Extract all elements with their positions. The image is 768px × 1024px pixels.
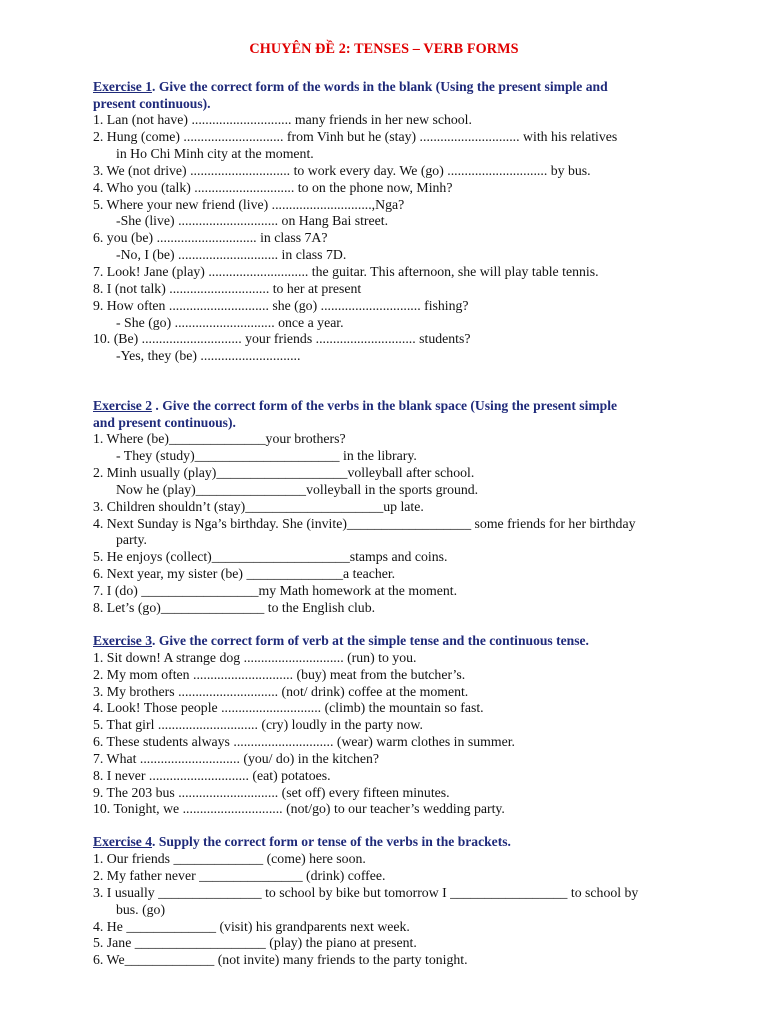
exercise-line: 6. We_____________ (not invite) many friends to the party tonight.: [93, 952, 468, 967]
exercise-line: 5. Where your new friend (live) .............................,Nga?: [93, 197, 405, 212]
exercise-line: - She (go) ............................. once a year.: [116, 315, 344, 330]
exercise-line: 1. Sit down! A strange dog ............................. (run) to you.: [93, 650, 417, 665]
exercise-1-heading: [93, 78, 703, 95]
exercise-line: 3. My brothers ............................. (not/ drink) coffee at the moment.: [93, 684, 469, 699]
exercise-2-instruction-cont: and present continuous).: [93, 415, 236, 430]
exercise-line: 7. I (do) _________________my Math homework at the moment.: [93, 583, 458, 598]
exercise-line: 1. Where (be)______________your brothers?: [93, 431, 346, 446]
exercise-4-heading: [93, 833, 703, 850]
exercise-4-instruction: . Supply the correct form or tense of the verbs in the brackets.: [152, 834, 511, 849]
exercise-line: 7. Look! Jane (play) ............................. the guitar. This afternoon, she will play table tennis.: [93, 264, 599, 279]
exercise-line: in Ho Chi Minh city at the moment.: [116, 146, 314, 161]
exercise-line: 9. The 203 bus ............................. (set off) every fifteen minutes.: [93, 785, 450, 800]
exercise-line: -She (live) ............................. on Hang Bai street.: [116, 213, 389, 228]
exercise-3-heading: [93, 632, 703, 649]
exercise-2-instruction: . Give the correct form of the verbs in the blank space (Using the present simple: [152, 398, 618, 413]
exercise-3-label: Exercise 3: [93, 633, 153, 648]
exercise-line: 2. My father never _______________ (drink) coffee.: [93, 868, 386, 883]
exercise-line: 6. you (be) ............................. in class 7A?: [93, 230, 328, 245]
exercise-line: 5. Jane ___________________ (play) the piano at present.: [93, 935, 417, 950]
exercise-line: 2. Hung (come) ............................. from Vinh but he (stay) ............................. with his relatives: [93, 129, 618, 144]
exercise-2-heading: [93, 397, 703, 414]
exercise-2-label: Exercise 2: [93, 398, 153, 413]
exercise-line: - They (study)_____________________ in the library.: [116, 448, 417, 463]
exercise-line: 4. Who you (talk) ............................. to on the phone now, Minh?: [93, 180, 453, 195]
exercise-line: Now he (play)________________volleyball in the sports ground.: [116, 482, 479, 497]
exercise-line: 1. Our friends _____________ (come) here soon.: [93, 851, 366, 866]
exercise-line: 10. (Be) ............................. your friends ............................. students?: [93, 331, 471, 346]
exercise-line: 10. Tonight, we ............................. (not/go) to our teacher’s wedding party.: [93, 801, 505, 816]
exercise-line: 4. Look! Those people ............................. (climb) the mountain so fast.: [93, 700, 484, 715]
exercise-line: party.: [116, 532, 147, 547]
exercise-line: bus. (go): [116, 902, 166, 917]
exercise-line: 6. These students always ............................. (wear) warm clothes in summer.: [93, 734, 516, 749]
exercise-line: 8. Let’s (go)_______________ to the English club.: [93, 600, 376, 615]
exercise-1-instruction-cont: present continuous).: [93, 96, 211, 111]
exercise-line: 1. Lan (not have) ............................. many friends in her new school.: [93, 112, 472, 127]
exercise-line: 4. He _____________ (visit) his grandparents next week.: [93, 919, 410, 934]
exercise-line: 9. How often ............................. she (go) ............................. fishing?: [93, 298, 469, 313]
exercise-line: 3. We (not drive) ............................. to work every day. We (go) ............................. by bus.: [93, 163, 591, 178]
exercise-3-instruction: . Give the correct form of verb at the simple tense and the continuous tense.: [152, 633, 589, 648]
exercise-line: 5. He enjoys (collect)____________________stamps and coins.: [93, 549, 448, 564]
exercise-line: 3. I usually _______________ to school by bike but tomorrow I _________________ to school by: [93, 885, 639, 900]
exercise-line: 6. Next year, my sister (be) ______________a teacher.: [93, 566, 396, 581]
page-title: CHUYÊN ĐỀ 2: TENSES – VERB FORMS: [249, 41, 519, 57]
exercise-line: 5. That girl ............................. (cry) loudly in the party now.: [93, 717, 423, 732]
exercise-line: 8. I (not talk) ............................. to her at present: [93, 281, 362, 296]
exercise-1-label: Exercise 1: [93, 79, 153, 94]
exercise-line: 3. Children shouldn’t (stay)____________________up late.: [93, 499, 424, 514]
exercise-line: -No, I (be) ............................. in class 7D.: [116, 247, 347, 262]
exercise-line: 4. Next Sunday is Nga’s birthday. She (invite)__________________ some friends for her birthday: [93, 516, 636, 531]
exercise-line: 7. What ............................. (you/ do) in the kitchen?: [93, 751, 379, 766]
exercise-1-instruction: . Give the correct form of the words in the blank (Using the present simple and: [152, 79, 608, 94]
exercise-line: 8. I never ............................. (eat) potatoes.: [93, 768, 331, 783]
exercise-line: 2. My mom often ............................. (buy) meat from the butcher’s.: [93, 667, 466, 682]
exercise-line: 2. Minh usually (play)___________________volleyball after school.: [93, 465, 475, 480]
exercise-4-label: Exercise 4: [93, 834, 153, 849]
exercise-line: -Yes, they (be) .............................: [116, 348, 301, 363]
